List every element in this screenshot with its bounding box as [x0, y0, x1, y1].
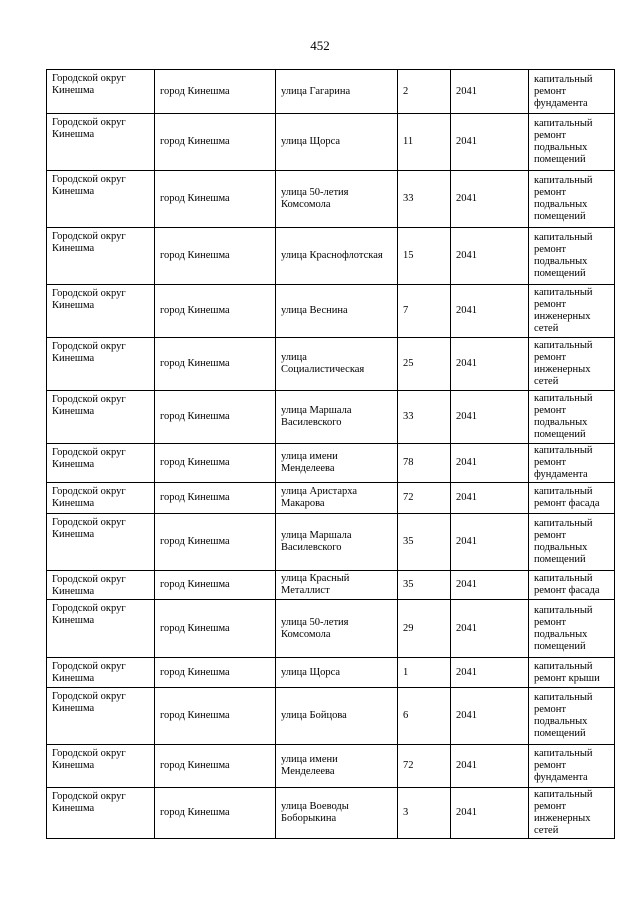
municipality-cell: Городской округ Кинешма: [47, 338, 155, 391]
house-number-cell: 11: [398, 114, 451, 171]
municipality-cell: Городской округ Кинешма: [47, 514, 155, 571]
table-row: [47, 338, 615, 391]
year-cell: 2041: [451, 514, 529, 571]
year-cell: 2041: [451, 483, 529, 514]
settlement-cell: город Кинешма: [155, 788, 276, 839]
settlement-cell: город Кинешма: [155, 745, 276, 788]
table-row: [47, 444, 615, 483]
year-cell: 2041: [451, 600, 529, 658]
municipality-cell: Городской округ Кинешма: [47, 658, 155, 688]
table-row: [47, 391, 615, 444]
year-cell: 2041: [451, 391, 529, 444]
settlement-cell: город Кинешма: [155, 70, 276, 114]
work-type-cell: капитальный ремонт подвальных помещений: [529, 171, 615, 228]
street-cell: улица Маршала Василевского: [276, 514, 398, 571]
work-type-cell: капитальный ремонт фундамента: [529, 70, 615, 114]
street-cell: улица Краснофлотская: [276, 228, 398, 285]
settlement-cell: город Кинешма: [155, 688, 276, 745]
table-row: [47, 571, 615, 600]
year-cell: 2041: [451, 228, 529, 285]
year-cell: 2041: [451, 114, 529, 171]
settlement-cell: город Кинешма: [155, 514, 276, 571]
year-cell: 2041: [451, 444, 529, 483]
house-number-cell: 1: [398, 658, 451, 688]
work-type-cell: капитальный ремонт подвальных помещений: [529, 600, 615, 658]
year-cell: 2041: [451, 338, 529, 391]
municipality-cell: Городской округ Кинешма: [47, 788, 155, 839]
year-cell: 2041: [451, 788, 529, 839]
year-cell: 2041: [451, 658, 529, 688]
house-number-cell: 6: [398, 688, 451, 745]
municipality-cell: Городской округ Кинешма: [47, 228, 155, 285]
year-cell: 2041: [451, 171, 529, 228]
table-row: [47, 788, 615, 839]
table-row: [47, 114, 615, 171]
municipality-cell: Городской округ Кинешма: [47, 483, 155, 514]
year-cell: 2041: [451, 70, 529, 114]
street-cell: улица Социалистическая: [276, 338, 398, 391]
house-number-cell: 15: [398, 228, 451, 285]
table-row: [47, 483, 615, 514]
work-type-cell: капитальный ремонт фасада: [529, 571, 615, 600]
settlement-cell: город Кинешма: [155, 114, 276, 171]
work-type-cell: капитальный ремонт подвальных помещений: [529, 514, 615, 571]
year-cell: 2041: [451, 688, 529, 745]
house-number-cell: 72: [398, 745, 451, 788]
house-number-cell: 25: [398, 338, 451, 391]
settlement-cell: город Кинешма: [155, 483, 276, 514]
municipality-cell: Городской округ Кинешма: [47, 70, 155, 114]
table-row: [47, 658, 615, 688]
house-number-cell: 35: [398, 514, 451, 571]
street-cell: улица Щорса: [276, 114, 398, 171]
street-cell: улица Маршала Василевского: [276, 391, 398, 444]
street-cell: улица 50-летия Комсомола: [276, 171, 398, 228]
street-cell: улица Красный Металлист: [276, 571, 398, 600]
municipality-cell: Городской округ Кинешма: [47, 391, 155, 444]
house-number-cell: 2: [398, 70, 451, 114]
work-type-cell: капитальный ремонт крыши: [529, 658, 615, 688]
settlement-cell: город Кинешма: [155, 571, 276, 600]
house-number-cell: 35: [398, 571, 451, 600]
street-cell: улица Бойцова: [276, 688, 398, 745]
house-number-cell: 7: [398, 285, 451, 338]
street-cell: улица 50-летия Комсомола: [276, 600, 398, 658]
settlement-cell: город Кинешма: [155, 391, 276, 444]
street-cell: улица Щорса: [276, 658, 398, 688]
street-cell: улица Воеводы Боборыкина: [276, 788, 398, 839]
table-row: [47, 228, 615, 285]
municipality-cell: Городской округ Кинешма: [47, 444, 155, 483]
work-type-cell: капитальный ремонт подвальных помещений: [529, 391, 615, 444]
page-number: 452: [310, 38, 330, 53]
work-type-cell: капитальный ремонт инженерных сетей: [529, 788, 615, 839]
settlement-cell: город Кинешма: [155, 285, 276, 338]
street-cell: улица Аристарха Макарова: [276, 483, 398, 514]
work-type-cell: капитальный ремонт подвальных помещений: [529, 114, 615, 171]
table-row: [47, 171, 615, 228]
table-row: [47, 688, 615, 745]
work-type-cell: капитальный ремонт подвальных помещений: [529, 688, 615, 745]
settlement-cell: город Кинешма: [155, 600, 276, 658]
work-type-cell: капитальный ремонт инженерных сетей: [529, 285, 615, 338]
year-cell: 2041: [451, 571, 529, 600]
municipality-cell: Городской округ Кинешма: [47, 688, 155, 745]
house-number-cell: 33: [398, 391, 451, 444]
table-row: [47, 745, 615, 788]
settlement-cell: город Кинешма: [155, 658, 276, 688]
table-row: [47, 285, 615, 338]
house-number-cell: 72: [398, 483, 451, 514]
repair-schedule-table: [46, 69, 615, 839]
municipality-cell: Городской округ Кинешма: [47, 745, 155, 788]
municipality-cell: Городской округ Кинешма: [47, 571, 155, 600]
settlement-cell: город Кинешма: [155, 338, 276, 391]
house-number-cell: 78: [398, 444, 451, 483]
street-cell: улица Гагарина: [276, 70, 398, 114]
street-cell: улица имени Менделеева: [276, 745, 398, 788]
work-type-cell: капитальный ремонт фасада: [529, 483, 615, 514]
settlement-cell: город Кинешма: [155, 171, 276, 228]
house-number-cell: 3: [398, 788, 451, 839]
table-row: [47, 600, 615, 658]
year-cell: 2041: [451, 745, 529, 788]
work-type-cell: капитальный ремонт фундамента: [529, 444, 615, 483]
year-cell: 2041: [451, 285, 529, 338]
settlement-cell: город Кинешма: [155, 228, 276, 285]
house-number-cell: 29: [398, 600, 451, 658]
street-cell: улица имени Менделеева: [276, 444, 398, 483]
work-type-cell: капитальный ремонт подвальных помещений: [529, 228, 615, 285]
work-type-cell: капитальный ремонт фундамента: [529, 745, 615, 788]
municipality-cell: Городской округ Кинешма: [47, 600, 155, 658]
table-row: [47, 514, 615, 571]
house-number-cell: 33: [398, 171, 451, 228]
municipality-cell: Городской округ Кинешма: [47, 285, 155, 338]
work-type-cell: капитальный ремонт инженерных сетей: [529, 338, 615, 391]
table-row: [47, 70, 615, 114]
street-cell: улица Веснина: [276, 285, 398, 338]
municipality-cell: Городской округ Кинешма: [47, 114, 155, 171]
municipality-cell: Городской округ Кинешма: [47, 171, 155, 228]
settlement-cell: город Кинешма: [155, 444, 276, 483]
